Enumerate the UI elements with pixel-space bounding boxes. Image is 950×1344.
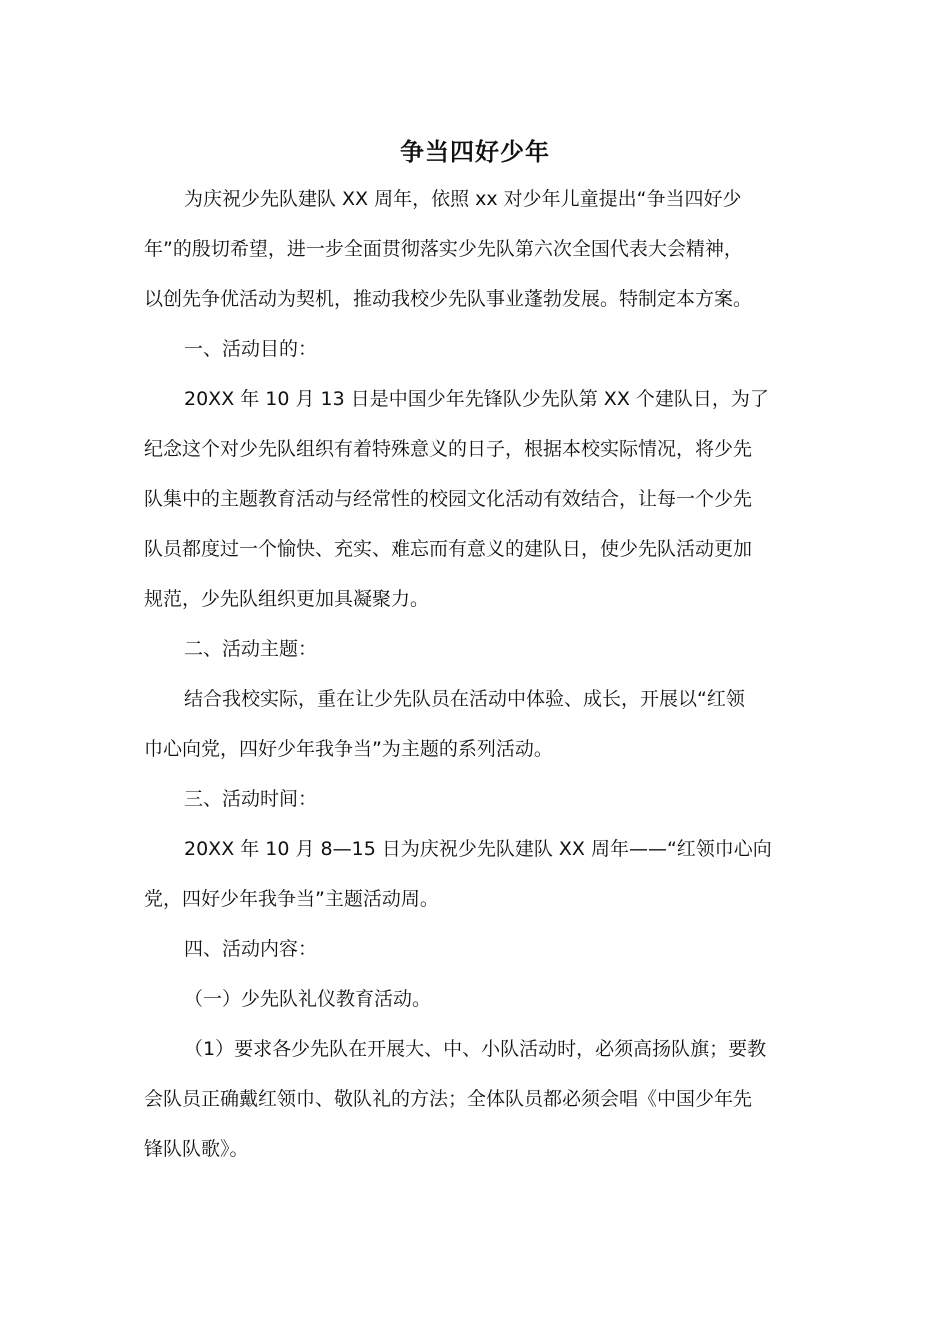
text-line: 队集中的主题教育活动与经常性的校园文化活动有效结合，让每一个少先 <box>144 488 753 510</box>
text-line: 会队员正确戴红领巾、敬队礼的方法；全体队员都必须会唱《中国少年先 <box>144 1088 753 1110</box>
text-line: 四、活动内容： <box>184 938 318 960</box>
subsection-heading-etiquette <box>144 974 804 1024</box>
text-line: 20XX 年 10 月 13 日是中国少年先锋队少先队第 XX 个建队日，为了 <box>184 388 769 410</box>
paragraph-etiquette <box>144 1024 804 1174</box>
text-line: 二、活动主题： <box>184 638 318 660</box>
text-line: 结合我校实际，重在让少先队员在活动中体验、成长，开展以“红领 <box>184 688 745 710</box>
section-heading-purpose <box>144 324 804 374</box>
paragraph-purpose <box>144 374 804 624</box>
text-line: （一）少先队礼仪教育活动。 <box>184 988 432 1010</box>
text-line: 年”的殷切希望，进一步全面贯彻落实少先队第六次全国代表大会精神， <box>144 238 743 260</box>
text-line: 一、活动目的： <box>184 338 318 360</box>
text-line: 巾心向党，四好少年我争当”为主题的系列活动。 <box>144 738 553 760</box>
section-heading-time <box>144 774 804 824</box>
text-line: 20XX 年 10 月 8—15 日为庆祝少先队建队 XX 周年——“红领巾心向 <box>184 838 772 860</box>
text-line: 三、活动时间： <box>184 788 318 810</box>
document-title: 争当四好少年 <box>400 138 550 166</box>
document-body <box>144 174 804 1174</box>
paragraph-theme <box>144 674 804 774</box>
text-line: 锋队队歌》。 <box>144 1138 249 1160</box>
section-heading-theme <box>144 624 804 674</box>
text-line: 为庆祝少先队建队 XX 周年，依照 xx 对少年儿童提出“争当四好少 <box>184 188 742 210</box>
text-line: 纪念这个对少先队组织有着特殊意义的日子，根据本校实际情况，将少先 <box>144 438 753 460</box>
text-line: 队员都度过一个愉快、充实、难忘而有意义的建队日，使少先队活动更加 <box>144 538 753 560</box>
text-line: 以创先争优活动为契机，推动我校少先队事业蓬勃发展。特制定本方案。 <box>144 288 753 310</box>
text-line: 党，四好少年我争当”主题活动周。 <box>144 888 439 910</box>
text-line: 规范，少先队组织更加具凝聚力。 <box>144 588 430 610</box>
section-heading-content <box>144 924 804 974</box>
text-line: （1）要求各少先队在开展大、中、小队活动时，必须高扬队旗；要教 <box>184 1038 767 1060</box>
paragraph-intro <box>144 174 804 324</box>
paragraph-time <box>144 824 804 924</box>
